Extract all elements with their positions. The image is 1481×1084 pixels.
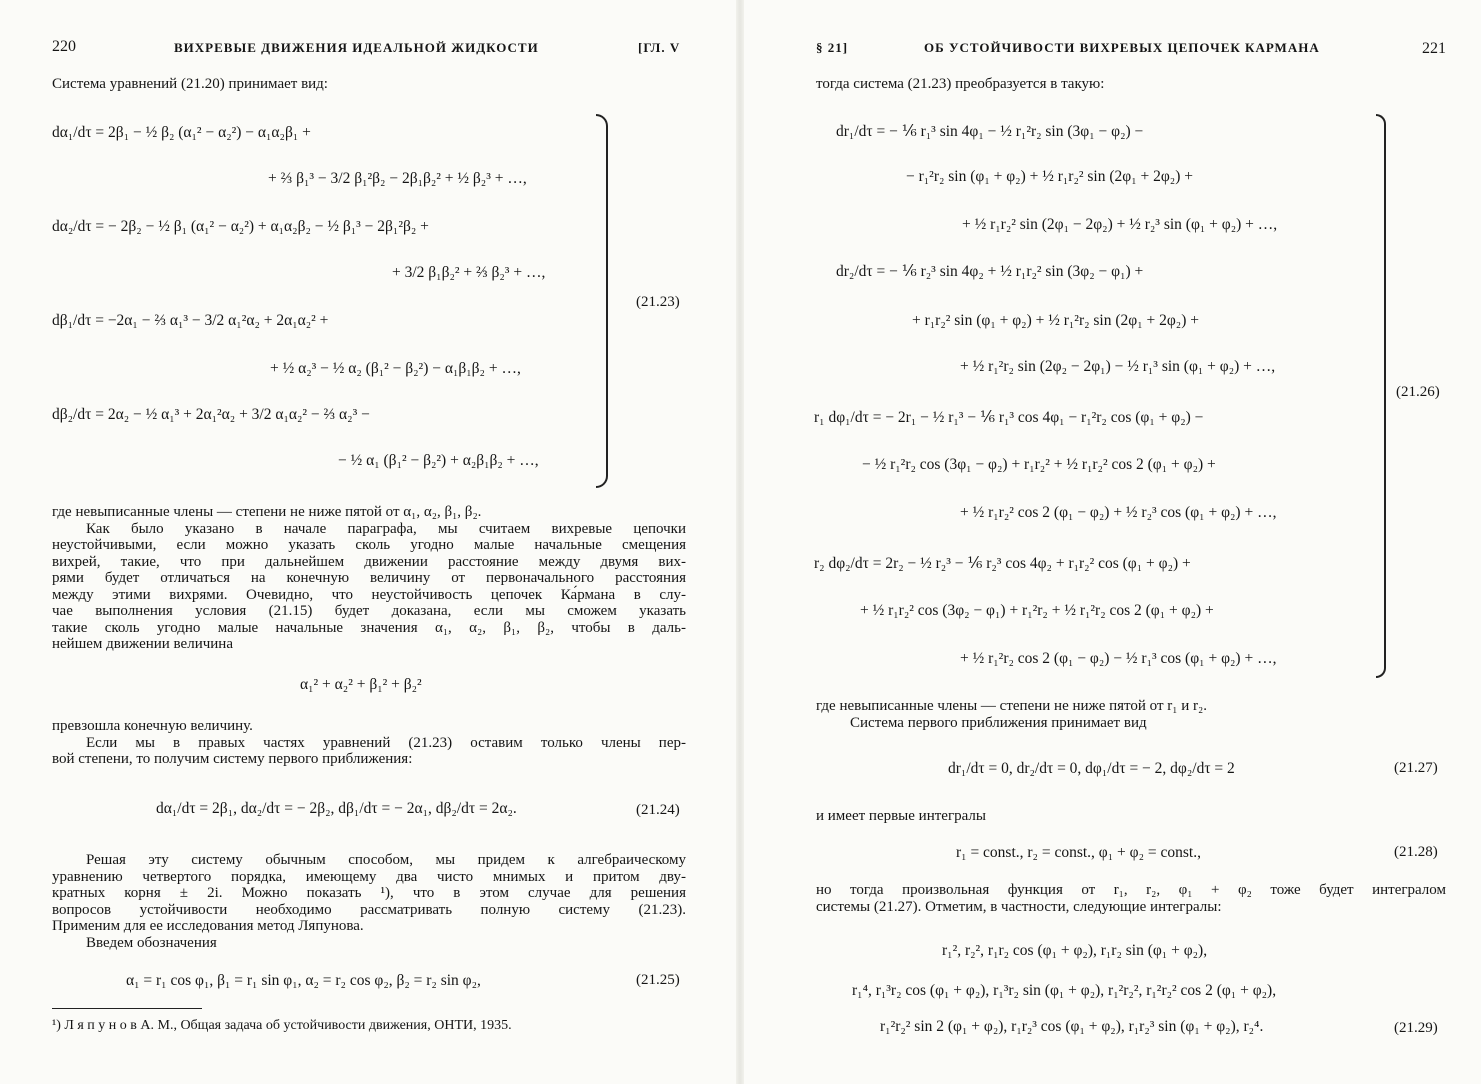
text-line: где невыписанные члены — степени не ниже пятой от α₁, α₂, β₁, β₂. <box>52 504 482 520</box>
equation-line: + ½ r₁²r₂ sin (2φ₂ − 2φ₁) − ½ r₁³ sin (φ₁ + φ₂) + …, <box>960 358 1276 375</box>
integrals-intro: и имеет первые интегралы <box>816 808 986 824</box>
left-page <box>0 0 740 1084</box>
equation-line: − r₁²r₂ sin (φ₁ + φ₂) + ½ r₁r₂² sin (2φ₁ + 2φ₂) + <box>906 168 1193 185</box>
paragraph-first-approx <box>816 698 1446 731</box>
equation-label: (21.25) <box>636 972 680 988</box>
equation-line: + 3/2 β₁β₂² + ⅔ β₂³ + …, <box>392 264 546 281</box>
text-line: Система первого приближения принимает вид <box>850 714 1147 731</box>
text-line: Если мы в правых частях уравнений (21.23) оставим только члены пер- <box>86 734 686 751</box>
text-line: Как было указано в начале параграфа, мы считаем вихревые цепочки <box>86 520 686 537</box>
equation-line: − ½ r₁²r₂ cos (3φ₁ − φ₂) + r₁r₂² + ½ r₁r₂² cos 2 (φ₁ + φ₂) + <box>862 456 1216 473</box>
equation-label: (21.27) <box>1394 760 1438 776</box>
text-line: системы (21.27). Отметим, в частности, следующие интегралы: <box>816 898 1222 915</box>
paragraph-solution <box>52 852 686 951</box>
equation-line: dα₁/dτ = 2β₁ − ½ β₂ (α₁² − α₂²) − α₁α₂β₁ + <box>52 124 311 141</box>
equation-line: + ⅔ β₁³ − 3/2 β₁²β₂ − 2β₁β₂² + ½ β₂³ + …, <box>268 170 527 187</box>
equation-line: dα₂/dτ = − 2β₂ − ½ β₁ (α₁² − α₂²) + α₁α₂β₂ − ½ β₁³ − 2β₁²β₂ + <box>52 218 429 235</box>
equation-label: (21.28) <box>1394 844 1438 860</box>
paragraph-stability <box>52 504 686 653</box>
text-line: нейшем движении величина <box>52 636 233 652</box>
curly-brace <box>596 114 608 488</box>
running-title: ВИХРЕВЫЕ ДВИЖЕНИЯ ИДЕАЛЬНОЙ ЖИДКОСТИ <box>174 40 539 55</box>
footnote-rule <box>52 1008 202 1009</box>
equation-line: + ½ r₁²r₂ cos 2 (φ₁ − φ₂) − ½ r₁³ cos (φ₁ + φ₂) + …, <box>960 650 1277 667</box>
equation-label: (21.24) <box>636 802 680 818</box>
paragraph-first-approx <box>52 718 686 768</box>
equation-line: r₁⁴, r₁³r₂ cos (φ₁ + φ₂), r₁³r₂ sin (φ₁ + φ₂), r₁²r₂², r₁²r₂² cos 2 (φ₁ + φ₂), <box>852 982 1277 999</box>
page-number: 221 <box>1422 40 1446 57</box>
text-line: между этими вихрями. Очевидно, что неустойчивость цепочек Ка́рмана в слу- <box>52 586 686 603</box>
equation-line: dr₂/dτ = − ⅙ r₂³ sin 4φ₂ + ½ r₁r₂² sin (3φ₂ − φ₁) + <box>836 263 1144 280</box>
text-line: чае выполнения условия (21.15) будет доказана, если мы сможем указать <box>52 603 686 619</box>
section-ref: § 21] <box>816 40 849 55</box>
equation-line: r₁ dφ₁/dτ = − 2r₁ − ½ r₁³ − ⅙ r₁³ cos 4φ₁ − r₁²r₂ cos (φ₁ + φ₂) − <box>814 409 1204 426</box>
page-number: 220 <box>52 38 76 55</box>
equation-line: dβ₁/dτ = −2α₁ − ⅔ α₁³ − 3/2 α₁²α₂ + 2α₁α₂² + <box>52 312 329 329</box>
equation-line: dβ₂/dτ = 2α₂ − ½ α₁³ + 2α₁²α₂ + 3/2 α₁α₂² − ⅔ α₂³ − <box>52 406 370 423</box>
running-title: ОБ УСТОЙЧИВОСТИ ВИХРЕВЫХ ЦЕПОЧЕК КАРМАНА <box>924 40 1320 55</box>
equation-label: (21.26) <box>1396 384 1440 400</box>
intro-text: Система уравнений (21.20) принимает вид: <box>52 76 328 92</box>
sum-expression: α₁² + α₂² + β₁² + β₂² <box>300 676 422 693</box>
equation-line: − ½ α₁ (β₁² − β₂²) + α₂β₁β₂ + …, <box>338 452 539 469</box>
text-line: Применим для ее исследования метод Ляпунова. <box>52 918 364 934</box>
text-line: уравнению четвертого порядка, имеющему два чисто мнимых и притом дву- <box>52 868 686 885</box>
equation-21-24: dα₁/dτ = 2β₁, dα₂/dτ = − 2β₂, dβ₁/dτ = − 2α₁, dβ₂/dτ = 2α₂. <box>156 800 517 817</box>
equation-21-25: α₁ = r₁ cos φ₁, β₁ = r₁ sin φ₁, α₂ = r₂ cos φ₂, β₂ = r₂ sin φ₂, <box>126 972 481 989</box>
equation-21-27: dr₁/dτ = 0, dr₂/dτ = 0, dφ₁/dτ = − 2, dφ₂/dτ = 2 <box>948 760 1235 777</box>
equation-line: + r₁r₂² sin (φ₁ + φ₂) + ½ r₁²r₂ sin (2φ₁ + 2φ₂) + <box>912 312 1199 329</box>
equation-line: + ½ r₁r₂² cos 2 (φ₁ − φ₂) + ½ r₂³ cos (φ₁ + φ₂) + …, <box>960 504 1277 521</box>
text-line: но тогда произвольная функция от r₁, r₂, φ₁ + φ₂ тоже будет интегралом <box>816 882 1446 898</box>
equation-line: + ½ α₂³ − ½ α₂ (β₁² − β₂²) − α₁β₁β₂ + …, <box>270 360 521 377</box>
equation-line: + ½ r₁r₂² sin (2φ₁ − 2φ₂) + ½ r₂³ sin (φ₁ + φ₂) + …, <box>962 216 1278 233</box>
equation-line: + ½ r₁r₂² cos (3φ₂ − φ₁) + r₁²r₂ + ½ r₁²r₂ cos 2 (φ₁ + φ₂) + <box>860 602 1214 619</box>
right-page <box>740 0 1481 1084</box>
text-line: вопросов устойчивости необходимо рассматривать полную систему (21.23). <box>52 901 686 918</box>
text-line: вой степени, то получим систему первого приближения: <box>52 751 413 767</box>
equation-label: (21.23) <box>636 294 680 310</box>
text-line: неустойчивыми, если можно указать сколь угодно малые начальные смещения <box>52 537 686 553</box>
paragraph-integrals <box>816 882 1446 915</box>
equation-line: r₂ dφ₂/dτ = 2r₂ − ½ r₂³ − ⅙ r₂³ cos 4φ₂ + r₁r₂² cos (φ₁ + φ₂) + <box>814 555 1191 572</box>
intro-text: тогда система (21.23) преобразуется в такую: <box>816 76 1105 92</box>
equation-21-28: r₁ = const., r₂ = const., φ₁ + φ₂ = const., <box>956 844 1201 861</box>
text-line: превзошла конечную величину. <box>52 718 253 734</box>
text-line: Решая эту систему обычным способом, мы придем к алгебраическому <box>86 852 686 868</box>
text-line: кратных корня ± 2i. Можно показать ¹), что в этом случае для решения <box>52 885 686 901</box>
curly-brace <box>1376 114 1386 678</box>
equation-line: dr₁/dτ = − ⅙ r₁³ sin 4φ₁ − ½ r₁²r₂ sin (3φ₁ − φ₂) − <box>836 123 1144 140</box>
equation-line: r₁²r₂² sin 2 (φ₁ + φ₂), r₁r₂³ cos (φ₁ + φ₂), r₁r₂³ sin (φ₁ + φ₂), r₂⁴. <box>880 1018 1264 1035</box>
footnote: ¹) Л я п у н о в А. М., Общая задача об устойчивости движения, ОНТИ, 1935. <box>52 1018 512 1033</box>
chapter-ref: [ГЛ. V <box>638 40 681 55</box>
equation-line: r₁², r₂², r₁r₂ cos (φ₁ + φ₂), r₁r₂ sin (φ₁ + φ₂), <box>942 942 1208 959</box>
equation-label: (21.29) <box>1394 1020 1438 1036</box>
text-line: такие сколь угодно малые начальные значения α₁, α₂, β₁, β₂, чтобы в даль- <box>52 619 686 636</box>
text-line: где невыписанные члены — степени не ниже пятой от r₁ и r₂. <box>816 698 1207 714</box>
text-line: вихрей, такие, что при дальнейшем движении расстояние между двумя вих- <box>52 553 686 570</box>
text-line: Введем обозначения <box>86 934 217 951</box>
text-line: рями будет отличаться на конечную величину от первоначального расстояния <box>52 570 686 586</box>
